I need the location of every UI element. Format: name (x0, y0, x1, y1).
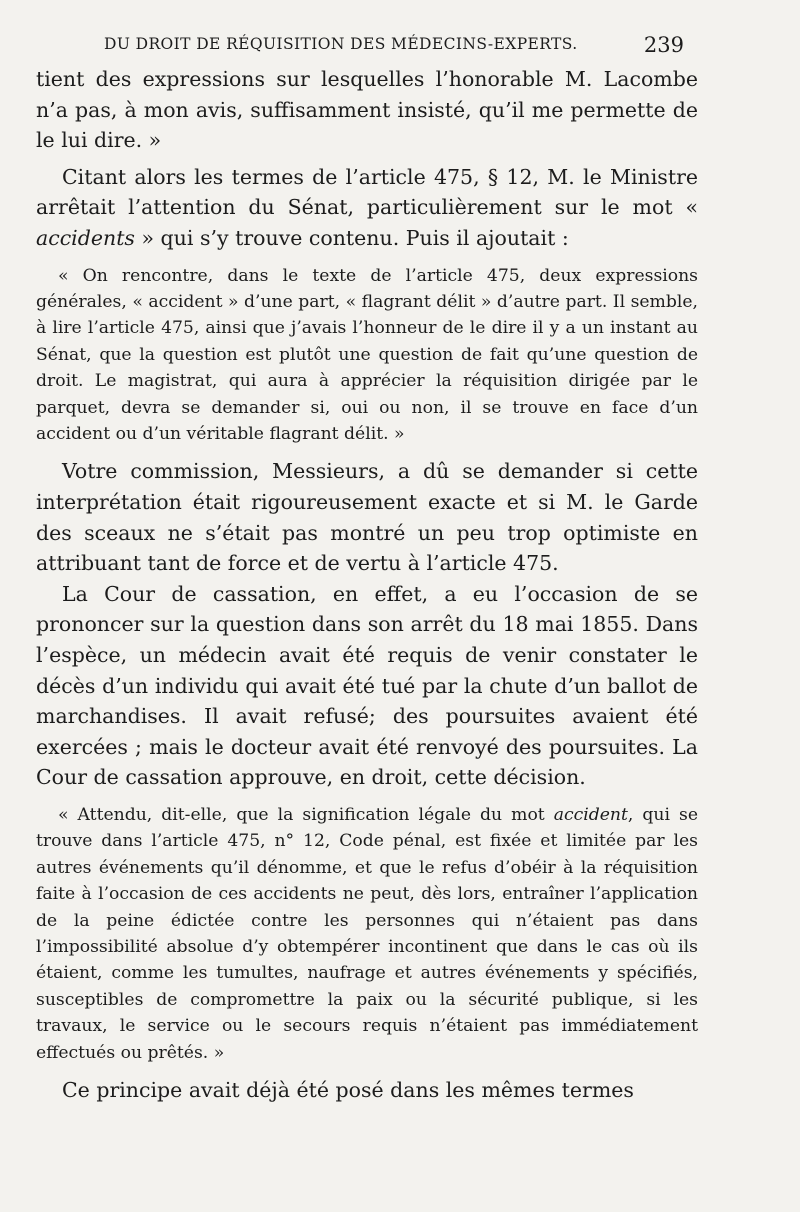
running-title: DU DROIT DE RÉQUISITION DES MÉDECINS-EXPERTS. (104, 35, 578, 53)
paragraph-cour-de-cassation: La Cour de cassation, en effet, a eu l’occasion de se prononcer sur la question dans son arrêt du 18 mai 1855. Dans l’espèce, un médecin avait été requis de venir constater le décès d’un individu qui avait été tué par la chute d’un ballot de marchandises. Il avait refusé; des poursuites avaient été exercées ; mais le docteur avait été renvoyé des poursuites. La Cour de cassation approuve, en droit, cette décision. (36, 581, 698, 790)
quote-text: , qui se trouve dans l’article 475, n° 12, Code pénal, est fixée et limitée par les autres événements qu’il dénomme, et que le refus d’obéir à la réquisition faite à l’occasion de ces accidents ne peut, dès lors, entraîner l’application de la peine édictée contre les personnes qui n’étaient pas dans l’impossibilité absolue d’y obtempérer incontinent que dans le cas où ils étaient, comme les tumultes, naufrage et autres événements y spécifiés, susceptibles de compromettre la paix ou la sécurité publique, si les travaux, le service ou le secours requis n’étaient pas immédiatement effectués ou prêtés. » (36, 804, 698, 1063)
page-body (36, 64, 698, 1106)
paragraph-text: » qui s’y trouve contenu. Puis il ajoutait : (134, 225, 569, 250)
italic-term: accidents (36, 225, 135, 250)
quote-minister: « On rencontre, dans le texte de l’article 475, deux expressions générales, « accident » d’une part, « flagrant délit » d’autre part. Il semble, à lire l’article 475, ainsi que j’avais l’honneur de le dire il y a un instant au Sénat, que la question est plutôt une question de fait qu’une question de droit. Le magistrat, qui aura à apprécier la réquisition dirigée par le parquet, devra se demander si, oui ou non, il se trouve en face d’un accident ou d’un véritable flagrant délit. » (36, 265, 698, 444)
italic-term: accident (553, 804, 628, 825)
paragraph-citant-alors (36, 162, 698, 254)
page-header (104, 33, 684, 57)
paragraph-text: Citant alors les termes de l’article 475, § 12, M. le Ministre arrêtait l’attention du Sénat, particulièrement sur le mot « (36, 164, 698, 220)
quote-text: « Attendu, dit-elle, que la signification légale du mot (58, 804, 554, 825)
paragraph-commission: Votre commission, Messieurs, a dû se demander si cette interprétation était rigoureusement exacte et si M. le Garde des sceaux ne s’était pas montré un peu trop optimiste en attribuant tant de force et de vertu à l’article 475. (36, 459, 698, 576)
paragraph-continuation: tient des expressions sur lesquelles l’honorable M. Lacombe n’a pas, à mon avis, suffisamment insisté, qu’il me permette de le lui dire. » (36, 67, 698, 153)
paragraph-principe: Ce principe avait déjà été posé dans les mêmes termes (62, 1078, 634, 1102)
page-number: 239 (643, 33, 684, 57)
quote-arret (36, 802, 698, 1066)
